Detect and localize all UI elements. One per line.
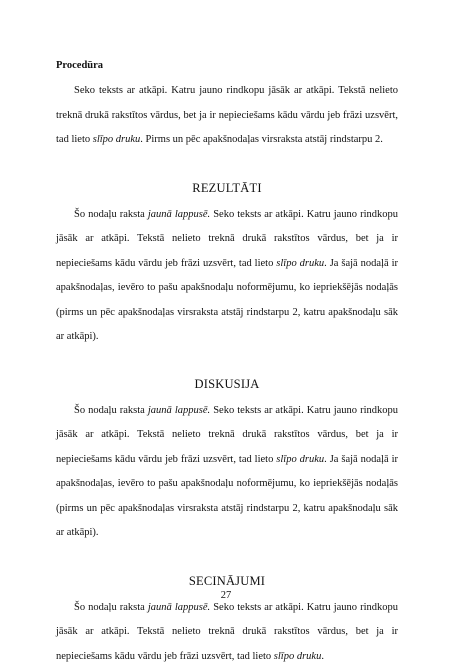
discussion-text-2: Seko teksts ar atkāpi. Katru jauno rindkopu jāsāk ar atkāpi. Tekstā nelieto treknā drukā rakstītos vārdus, bet ja ir nepieciešams kādu vārdu jeb frāzi uzsvērt, tad lieto — [56, 405, 398, 465]
procedure-heading: Procedūra — [56, 60, 398, 71]
procedure-paragraph — [56, 79, 398, 153]
conclusions-italic-2: slīpo druku — [274, 651, 322, 662]
results-text-1: Šo nodaļu raksta — [74, 209, 148, 220]
results-text-2: Seko teksts ar atkāpi. Katru jauno rindkopu jāsāk ar atkāpi. Tekstā nelieto treknā drukā rakstītos vārdus, bet ja ir nepieciešams kādu vārdu jeb frāzi uzsvērt, tad lieto — [56, 209, 398, 269]
conclusions-text-1: Šo nodaļu raksta — [74, 602, 148, 613]
conclusions-title: SECINĀJUMI — [56, 574, 398, 589]
results-italic-2: slīpo druku — [276, 258, 324, 269]
procedure-text-1: Seko teksts ar atkāpi. Katru jauno rindkopu jāsāk ar atkāpi. Tekstā nelieto treknā drukā rakstītos vārdus, bet ja ir nepieciešams kādu vārdu jeb frāzi uzsvērt, tad lieto — [56, 85, 398, 145]
discussion-italic-2: slīpo druku — [276, 454, 324, 465]
discussion-paragraph — [56, 399, 398, 546]
conclusions-paragraph — [56, 596, 398, 669]
page-number: 27 — [0, 590, 452, 601]
page-content — [56, 60, 398, 669]
conclusions-italic-1: jaunā lappusē. — [148, 602, 210, 613]
results-text-3: . Ja šajā nodaļā ir apakšnodaļas, ievēro to pašu apakšnodaļu noformējumu, ko iepriekšējās nodaļās (pirms un pēc apakšnodaļas virsraksta atstāj rindstarpu 2, katru apakšnodaļu sāk ar atkāpi). — [56, 258, 398, 343]
conclusions-text-3: . — [321, 651, 324, 662]
discussion-text-1: Šo nodaļu raksta — [74, 405, 148, 416]
procedure-text-2: . Pirms un pēc apakšnodaļas virsraksta atstāj rindstarpu 2. — [140, 134, 383, 145]
discussion-title: DISKUSIJA — [56, 377, 398, 392]
conclusions-text-2: Seko teksts ar atkāpi. Katru jauno rindkopu jāsāk ar atkāpi. Tekstā nelieto treknā drukā rakstītos vārdus, bet ja ir nepieciešams kādu vārdu jeb frāzi uzsvērt, tad lieto — [56, 602, 398, 662]
results-title: REZULTĀTI — [56, 181, 398, 196]
discussion-italic-1: jaunā lappusē. — [148, 405, 210, 416]
procedure-italic-1: slīpo druku — [93, 134, 141, 145]
discussion-text-3: . Ja šajā nodaļā ir apakšnodaļas, ievēro to pašu apakšnodaļu noformējumu, ko iepriekšējās nodaļās (pirms un pēc apakšnodaļas virsraksta atstāj rindstarpu 2, katru apakšnodaļu sāk ar atkāpi). — [56, 454, 398, 539]
results-italic-1: jaunā lappusē. — [148, 209, 210, 220]
results-paragraph — [56, 203, 398, 350]
